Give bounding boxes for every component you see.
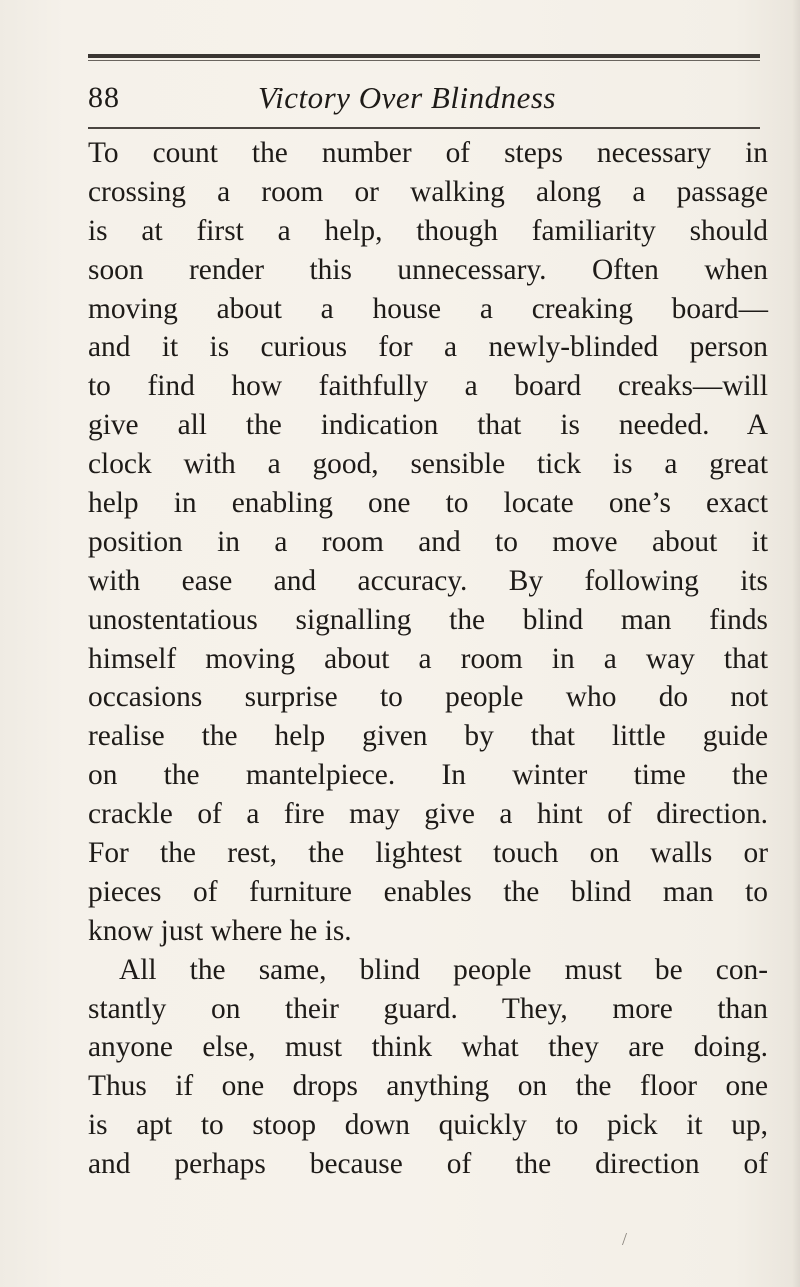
text-line: To count the number of steps necessary in <box>88 137 768 169</box>
running-title: Victory Over Blindness <box>258 80 556 115</box>
text-line: give all the indication that is needed. A <box>88 409 768 442</box>
top-border-rule <box>88 54 760 58</box>
text-line: to find how faithfully a board creaks—will <box>88 370 768 403</box>
text-line: stantly on their guard. They, more than <box>88 992 768 1025</box>
text-line: is at first a help, though familiarity should <box>88 214 768 247</box>
text-line: himself moving about a room in a way that <box>88 642 768 675</box>
text-line: and perhaps because of the direction of <box>88 1148 768 1181</box>
text-line: occasions surprise to people who do not <box>88 681 768 714</box>
text-line: pieces of furniture enables the blind man to <box>88 875 768 908</box>
text-line-paragraph-start: All the same, blind people must be con- <box>119 953 768 986</box>
stray-pen-mark: / <box>622 1229 628 1249</box>
text-line: unostentatious signalling the blind man finds <box>88 603 768 636</box>
text-line: realise the help given by that little guide <box>88 720 768 753</box>
body-text <box>88 134 768 1184</box>
text-line: For the rest, the lightest touch on walls or <box>88 837 768 870</box>
header-rule <box>88 127 760 129</box>
text-line: anyone else, must think what they are doing. <box>88 1031 768 1064</box>
text-line: Thus if one drops anything on the floor one <box>88 1070 768 1103</box>
page-edge-shadow <box>792 0 800 1287</box>
text-line: clock with a good, sensible tick is a great <box>88 448 768 481</box>
page-header <box>88 78 760 124</box>
text-line: moving about a house a creaking board— <box>88 292 768 325</box>
text-line: and it is curious for a newly-blinded person <box>88 331 768 364</box>
text-line: crackle of a fire may give a hint of direction. <box>88 798 768 831</box>
text-line: on the mantelpiece. In winter time the <box>88 759 768 792</box>
text-line: soon render this unnecessary. Often when <box>88 253 768 286</box>
page-number: 88 <box>88 81 120 114</box>
text-line: position in a room and to move about it <box>88 525 768 558</box>
text-line: is apt to stoop down quickly to pick it up, <box>88 1109 768 1142</box>
text-line: crossing a room or walking along a passage <box>88 175 768 208</box>
text-line: help in enabling one to locate one’s exact <box>88 487 768 520</box>
top-border-thin-rule <box>88 60 760 61</box>
text-line-paragraph-end: know just where he is. <box>88 914 352 947</box>
text-line: with ease and accuracy. By following its <box>88 564 768 597</box>
